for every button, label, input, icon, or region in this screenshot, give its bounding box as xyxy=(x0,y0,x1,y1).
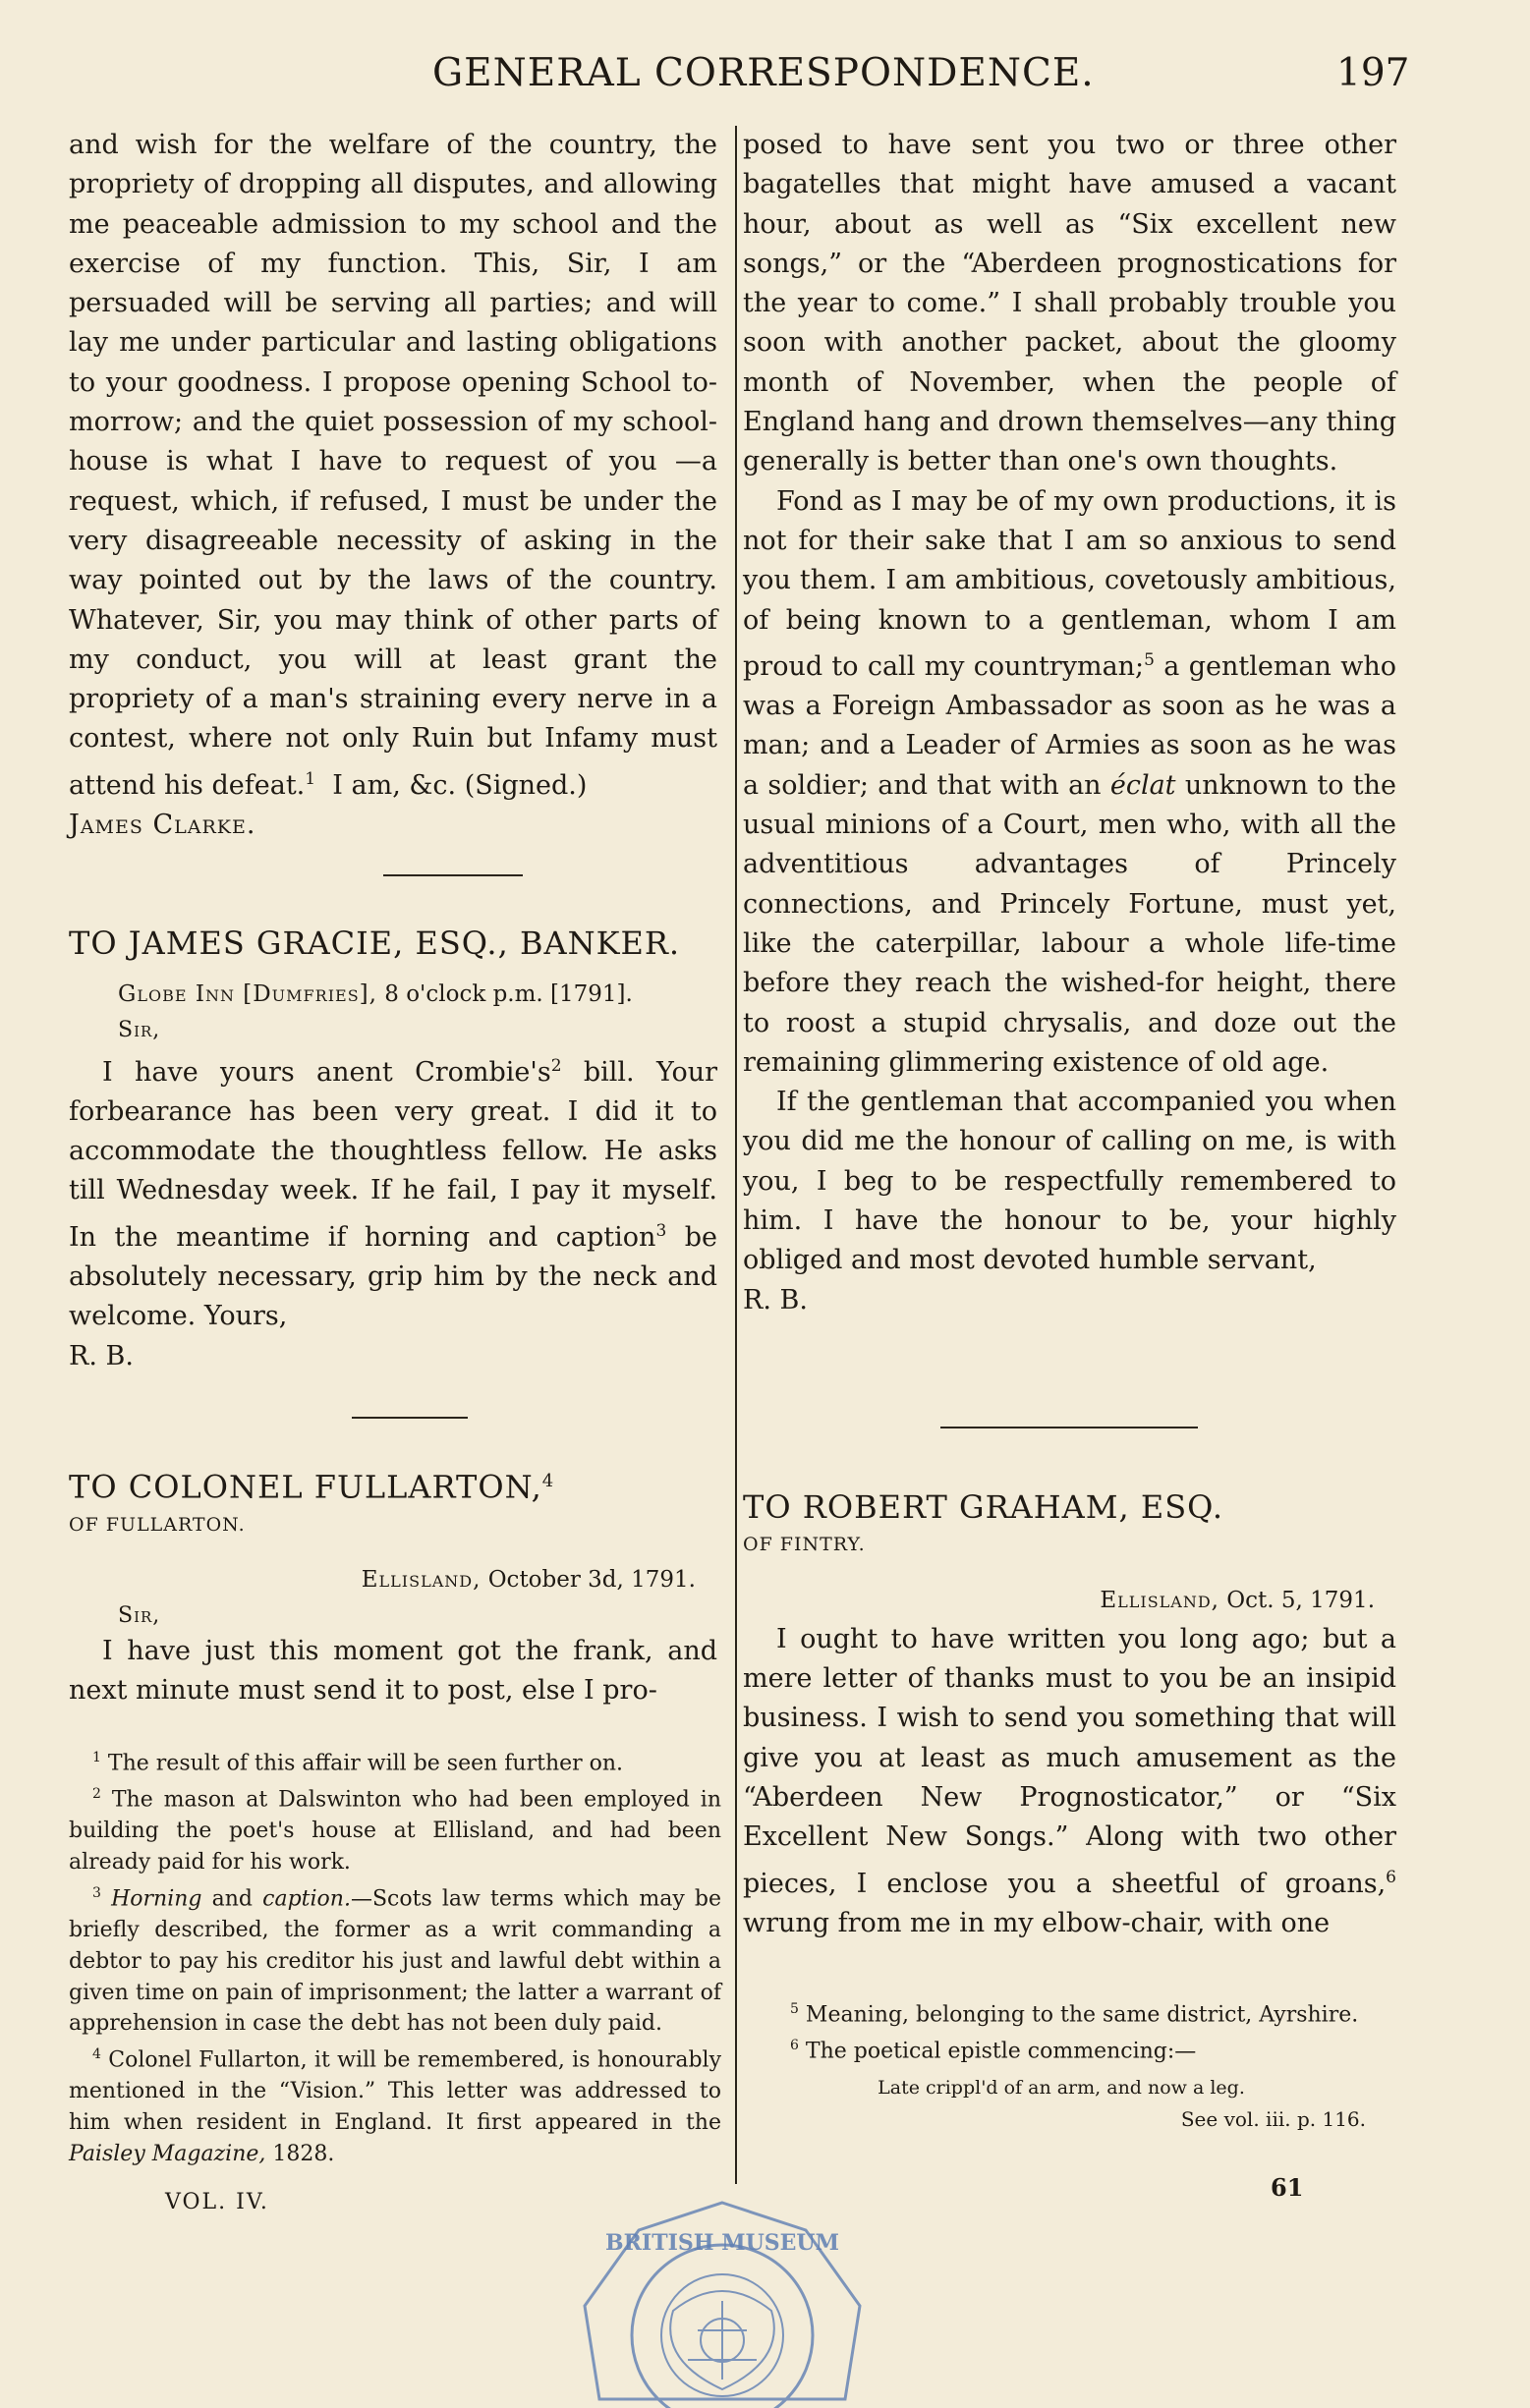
running-title: GENERAL CORRESPONDENCE. xyxy=(432,51,1095,95)
volume-label: VOL. IV. xyxy=(165,2190,269,2214)
gracie-letter xyxy=(69,924,717,1376)
footnotes-right xyxy=(766,1994,1395,2136)
footnotes-left xyxy=(69,1743,721,2170)
salutation: Sir, xyxy=(118,1017,161,1042)
left-column xyxy=(69,126,717,845)
gracie-letter-body: I have yours anent $Crombie's^2$ bill. Your forbearance has been very great. I did it to accommodate the thoughtless fellow. He asks till Wednesday week. If he fail, I pay it myself. In the meantime if horning and caption$^3$ be absolutely necessary, grip him by the neck and welcome. Yours, xyxy=(69,1055,717,1332)
footnote-verse: Late crippl'd of an arm, and now a leg. xyxy=(878,2077,1245,2100)
letter-heading: TO COLONEL FULLARTON,$^4$ xyxy=(69,1468,555,1506)
stamp-text: BRITISH MUSEUM xyxy=(605,2230,839,2256)
footnote-ref: 6 xyxy=(1386,1867,1396,1887)
running-header xyxy=(0,51,1530,110)
footnote: $^1$ The result of this affair will be seen further on. xyxy=(92,1750,624,1776)
divider xyxy=(352,1417,468,1419)
clarke-signature: James Clarke. xyxy=(69,810,256,841)
column-rule xyxy=(735,126,737,2184)
divider xyxy=(383,874,523,876)
fullarton-letter-body: I have just this moment got the frank, and next minute must send it to post, else I pro- xyxy=(69,1635,717,1706)
footnote-ref: 5 xyxy=(1144,649,1155,670)
fullarton-continuation: posed to have sent you two or three other bagatelles that might have amused a vacant hour, about as well as “Six excellent new songs,” or the “Aberdeen prognostications for the year to come.” I shall probably trouble you soon with another packet, about the gloomy month of November, when the people of England hang and drown themselves—any thing generally is better than one's own thoughts. xyxy=(743,130,1396,477)
museum-stamp xyxy=(560,2193,884,2408)
gracie-signature: R. B. xyxy=(69,1340,134,1372)
fullarton-letter xyxy=(69,1462,717,1710)
letter-heading: TO JAMES GRACIE, ESQ., BANKER. xyxy=(69,924,681,962)
fullarton-continuation: Fond as I may be of my own productions, it is not for their sake that I am so anxious to send you them. I am ambitious, covetously ambitious, of being known to a gentleman, whom I am proud to call my countryman;$^5$ a gentleman who was a Foreign Ambassador as soon as he was a man; and a Leader of Armies as soon as he was a soldier; and that with an éclat unknown to the usual minions of a Court, men who, with all the adventitious advantages of Princely connections, and Princely Fortune, must yet, like the caterpillar, labour a whole life-time before they reach the wished-for height, there to roost a stupid chrysalis, and doze out the remaining glimmering existence of old age. xyxy=(743,485,1396,1078)
clarke-letter-body: and wish for the welfare of the country, the propriety of dropping all disputes, and allowing me peaceable admission to my school and the exercise of my function. This, Sir, I am persuaded will be serving all parties; and will lay me under particular and lasting obligations to your goodness. I propose opening School to-morrow; and the quiet possession of my school-house is what I have to request of you —a request, which, if refused, I must be under the very disagreeable necessity of asking in the way pointed out by the laws of the country. Whatever, Sir, you may think of other parts of my conduct, you will at least grant the propriety of a man's straining every nerve in a contest, where not only Ruin but Infamy must attend his defeat.$^1$ I am, &c. (Signed.) xyxy=(69,130,717,801)
footnote-reference: See vol. iii. p. 116. xyxy=(1180,2107,1366,2132)
right-column xyxy=(743,126,1396,1320)
graham-letter-body: I ought to have written you long ago; but a mere letter of thanks must to you be an insipid business. I wish to send you something that will give you at least as much amusement as the “Aberdeen New Prognosticator,” or “Six Excellent New Songs.” Along with two other pieces, I enclose you a sheetful of groans,$^6$ wrung from me in my elbow-chair, with one xyxy=(743,1623,1396,1938)
footnote-ref: 2 xyxy=(550,1055,562,1076)
divider xyxy=(940,1427,1198,1428)
footnote: $^4$ Colonel Fullarton, it will be remembered, is honourably mentioned in the “Vision.” This letter was addressed to him when resident in England. It first appeared in the Paisley Magazine, 1828. xyxy=(69,2046,721,2166)
letter-subheading: OF FINTRY. xyxy=(743,1534,866,1556)
page-number: 197 xyxy=(1336,51,1410,95)
dateline: Globe Inn [Dumfries], 8 o'clock p.m. [1791]. xyxy=(118,981,633,1008)
dateline: Ellisland, October 3d, 1791. xyxy=(361,1567,696,1594)
fullarton-signature: R. B. xyxy=(743,1284,808,1316)
footnote: $^6$ The poetical epistle commencing:— xyxy=(790,2038,1197,2064)
footnote: $^5$ Meaning, belonging to the same district, Ayrshire. xyxy=(790,2001,1359,2028)
graham-letter xyxy=(743,1487,1396,1943)
footnote-ref: 1 xyxy=(305,768,316,789)
sheet-signature: 61 xyxy=(1271,2173,1304,2202)
letter-subheading: OF FULLARTON. xyxy=(69,1513,246,1536)
footnote: $^2$ The mason at Dalswinton who had been employed in building the poet's house at Ellisland, and had been already paid for his work. xyxy=(69,1786,721,1876)
footnote-ref: 4 xyxy=(541,1471,555,1491)
footnote: $^3$ Horning and caption.—Scots law terms which may be briefly described, the former as a writ commanding a debtor to pay his creditor his just and lawful debt within a given time on pain of imprisonment; the latter a warrant of apprehension in case the debt has not been duly paid. xyxy=(69,1884,722,2037)
footnote-ref: 3 xyxy=(655,1220,667,1241)
salutation: Sir, xyxy=(118,1602,161,1628)
fullarton-continuation: If the gentleman that accompanied you when you did me the honour of calling on me, is with you, I beg to be respectfully remembered to him. I have the honour to be, your highly obliged and most devoted humble servant, xyxy=(743,1087,1396,1276)
dateline: Ellisland, Oct. 5, 1791. xyxy=(1100,1587,1375,1613)
letter-heading: TO ROBERT GRAHAM, ESQ. xyxy=(743,1488,1223,1526)
